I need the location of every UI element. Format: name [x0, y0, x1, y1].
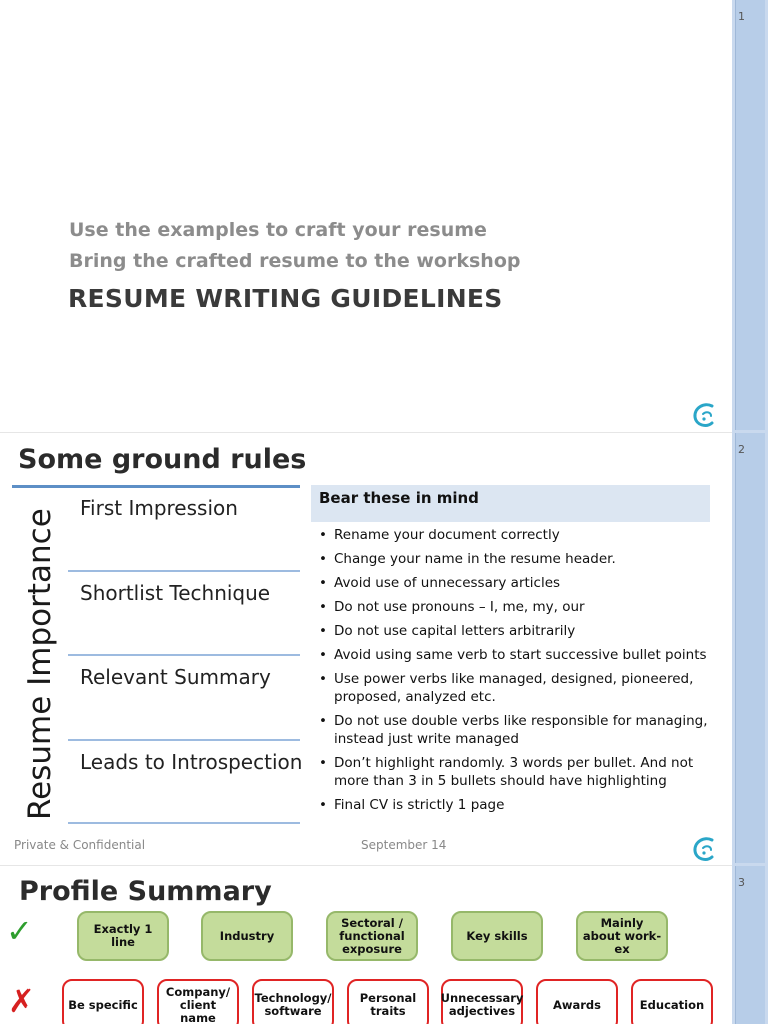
- importance-item: Leads to Introspection: [80, 750, 303, 774]
- importance-item: Relevant Summary: [80, 665, 271, 689]
- do-item: Sectoral / functional exposure: [326, 911, 418, 961]
- list-item: • Change your name in the resume header.: [318, 550, 710, 568]
- guidelines-list: [318, 526, 710, 820]
- slide-divider: [0, 432, 732, 433]
- dont-item: Be specific: [62, 979, 144, 1024]
- footer-confidential: Private & Confidential: [14, 838, 146, 852]
- title-underline: [12, 485, 300, 488]
- dont-item: Awards: [536, 979, 618, 1024]
- slide-thumbnail-1[interactable]: [735, 0, 765, 430]
- logo-swirl-icon: [690, 834, 720, 864]
- subtitle-line-2: Bring the crafted resume to the workshop: [69, 250, 521, 272]
- dont-item: Unnecessary adjectives: [441, 979, 523, 1024]
- slide-thumbnail-strip: [732, 0, 768, 1024]
- resume-importance-label: Resume Importance: [22, 508, 58, 820]
- dont-item: Company/ client name: [157, 979, 239, 1024]
- list-item: • Avoid using same verb to start successive bullet points: [318, 646, 710, 664]
- list-item: • Do not use pronouns – I, me, my, our: [318, 598, 710, 616]
- bear-in-mind-heading: Bear these in mind: [311, 485, 710, 522]
- item-divider: [68, 739, 300, 741]
- slide-thumbnail-2[interactable]: [735, 433, 765, 863]
- subtitle-line-1: Use the examples to craft your resume: [69, 219, 487, 241]
- list-item: • Don’t highlight randomly. 3 words per bullet. And not more than 3 in 5 bullets should have highlighting: [318, 754, 710, 790]
- importance-item: First Impression: [80, 496, 238, 520]
- do-item: Exactly 1 line: [77, 911, 169, 961]
- slide-thumbnail-3[interactable]: [735, 866, 765, 1024]
- list-item: • Avoid use of unnecessary articles: [318, 574, 710, 592]
- do-item: Mainly about work-ex: [576, 911, 668, 961]
- cross-icon: ✗: [8, 982, 35, 1020]
- do-item: Key skills: [451, 911, 543, 961]
- slide-number-1: 1: [738, 10, 745, 23]
- slide-title: Some ground rules: [18, 444, 307, 475]
- list-item: • Do not use capital letters arbitrarily: [318, 622, 710, 640]
- item-divider: [68, 822, 300, 824]
- dont-item: Technology/ software: [252, 979, 334, 1024]
- logo-swirl-icon: [690, 400, 720, 430]
- slide-title: RESUME WRITING GUIDELINES: [68, 284, 503, 313]
- do-item: Industry: [201, 911, 293, 961]
- list-item: • Do not use double verbs like responsible for managing, instead just write managed: [318, 712, 710, 748]
- list-item: • Final CV is strictly 1 page: [318, 796, 710, 814]
- slide-divider: [0, 865, 732, 866]
- dont-item: Education: [631, 979, 713, 1024]
- slide-number-3: 3: [738, 876, 745, 889]
- importance-item: Shortlist Technique: [80, 581, 271, 605]
- item-divider: [68, 570, 300, 572]
- check-icon: ✓: [6, 912, 33, 950]
- dont-item: Personal traits: [347, 979, 429, 1024]
- slide-number-2: 2: [738, 443, 745, 456]
- item-divider: [68, 654, 300, 656]
- footer-date: September 14: [361, 838, 447, 852]
- slide-title: Profile Summary: [19, 876, 272, 907]
- list-item: • Rename your document correctly: [318, 526, 710, 544]
- list-item: • Use power verbs like managed, designed, pioneered, proposed, analyzed etc.: [318, 670, 710, 706]
